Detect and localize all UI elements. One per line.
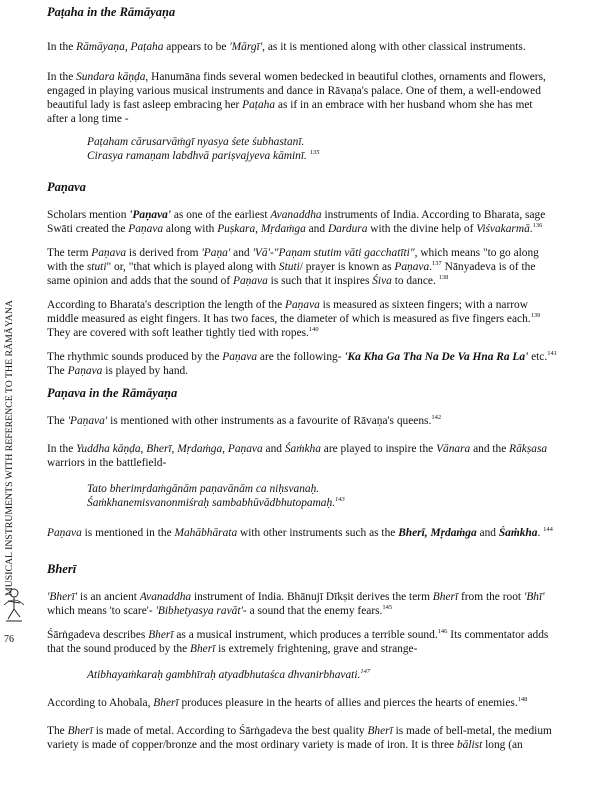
paragraph: 'Bherī' is an ancient Avanaddha instrument of India. Bhānujī Dīkṣit derives the term Bherī from the root 'Bhī' which means 'to scare'- 'Bibhetyasya ravāt'- a sound that the enemy fears.$^{145}$: [47, 591, 545, 617]
paragraph: The 'Paṇava' is mentioned with other instruments as a favourite of Rāvaṇa's queens.$^{142}$: [47, 414, 442, 427]
paragraph: The Bherī is made of metal. According to Śārṅgadeva the best quality Bherī is made of bell-metal, the medium variety is made of copper/bronze and the most ordinary variety is made of iron. It is three bālist long (an: [47, 725, 552, 751]
section-heading: Paṇava: [47, 180, 86, 194]
paragraph: In the Yuddha kāṇḍa, Bherī, Mṛdaṁga, Paṇava and Śaṁkha are played to inspire the Vānara and the Rākṣasa warriors in the battlefield-: [47, 443, 548, 469]
verse-block: Tato bherimṛdaṁgānām paṇavānām ca niḥsvanaḥ. Śaṁkhanemisvanonmiśraḥ sambabhūvādbhutopamaḥ.$^{143}$: [87, 483, 345, 509]
running-head-vertical: [0, 296, 18, 596]
paragraph: Scholars mention 'Paṇava' as one of the earliest Avanaddha instruments of India. According to Bharata, sage Swāti created the Paṇava along with Puṣkara, Mṛdaṁga and Dardura with the divine help of Viśvakarmā.$^{136}$: [47, 209, 546, 235]
verse-block: Paṭaham cārusarvāṁgī nyasya śete śubhastanī. Cirasya ramaṇam labdhvā pariṣvajyeva kāminī. $^{135}$: [87, 136, 320, 162]
paragraph: The rhythmic sounds produced by the Paṇava are the following- 'Ka Kha Ga Tha Na De Va Hna Ra La' etc.$^{141}$ The Paṇava is played by hand.: [47, 350, 557, 377]
paragraph: Paṇava is mentioned in the Mahābhārata with other instruments such as the Bherī, Mṛdaṁga and Śaṁkha. $^{144}$: [47, 526, 553, 539]
section-heading: Paṭaha in the Rāmāyaṇa: [47, 5, 176, 19]
paragraph: According to Ahobala, Bherī produces pleasure in the hearts of allies and pierces the hearts of enemies.$^{148}$: [47, 696, 528, 709]
dancer-logo-icon: [0, 585, 28, 627]
paragraph: Śārṅgadeva describes Bherī as a musical instrument, which produces a terrible sound.$^{146}$ Its commentator adds that the sound produced by the Bherī is extremely frightening, grave and strange-: [47, 628, 549, 655]
paragraph: According to Bharata's description the length of the Paṇava is measured as sixteen fingers; with a narrow middle measured as eight fingers. It has two faces, the diameter of which is measured as five fingers each.$^{139}$ They are covered with soft leather tightly tied with ropes.$^{140}$: [47, 299, 541, 339]
paragraph: In the Sundara kāṇḍa, Hanumāna finds several women bedecked in beautiful clothes, ornaments and flowers, engaged in playing various musical instruments and dance in Rāvaṇa's palace. One of them, a well-endowed beautiful lady is fast asleep embracing her Paṭaha as if in an embrace with her husband whom she has met after a long time -: [47, 71, 546, 125]
verse-block: Atibhayaṁkaraḥ gambhīraḥ atyadbhutaśca dhvanirbhavati.$^{147}$: [87, 668, 371, 681]
paragraph: The term Paṇava is derived from 'Paṇa' and 'Vā'-"Paṇam stutim vāti gacchatīti", which means "to go along with the stuti" or, "that which is played along with Stuti/ prayer is known as Paṇava.$^{137}$ Nānyadeva is of the same opinion and adds that the sound of Paṇava is such that it inspires Śiva to dance. $^{138}$: [47, 247, 539, 287]
section-heading: Bherī: [47, 562, 77, 576]
section-heading: Paṇava in the Rāmāyaṇa: [47, 386, 178, 400]
page-number: 76: [4, 634, 14, 645]
paragraph: In the Rāmāyaṇa, Paṭaha appears to be 'Mārgī', as it is mentioned along with other classical instruments.: [47, 41, 526, 53]
svg-text:MUSICAL INSTRUMENTS WITH REFER: MUSICAL INSTRUMENTS WITH REFERENCE TO THE RĀMĀYANA: [5, 314, 15, 596]
